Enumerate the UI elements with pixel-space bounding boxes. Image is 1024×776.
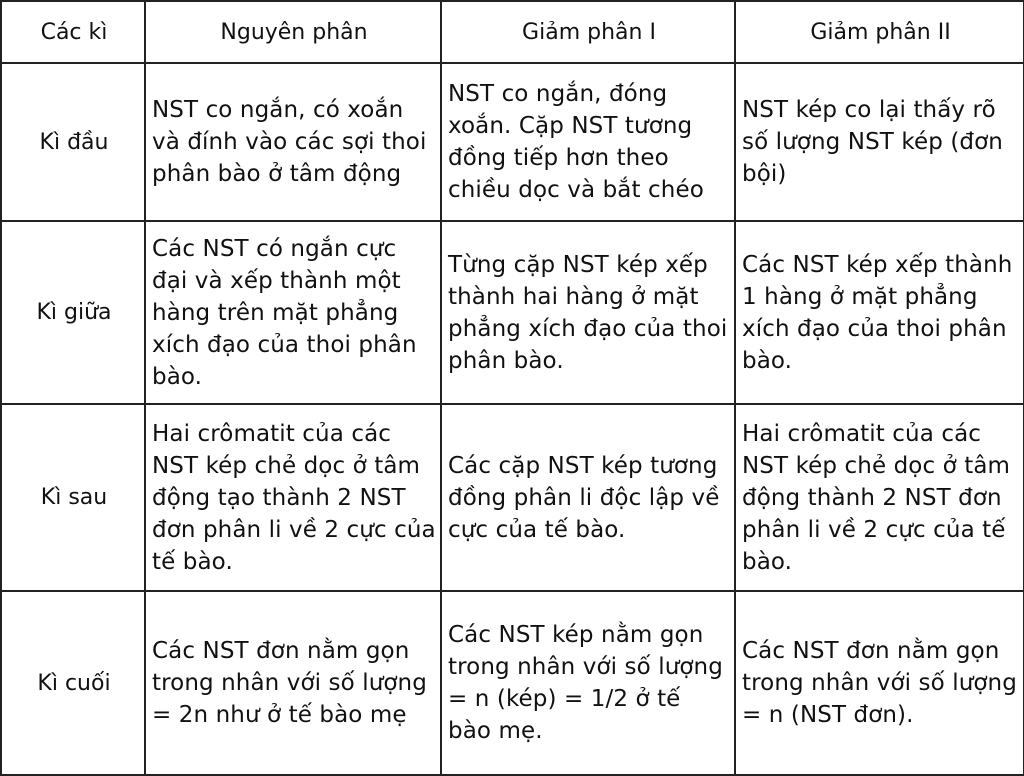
header-row bbox=[1, 1, 1024, 63]
header-meiosis-2: Giảm phân II bbox=[735, 1, 1024, 63]
table-row bbox=[1, 221, 1024, 404]
cell-mitosis: Hai crômatit của các NST kép chẻ dọc ở tâm động tạo thành 2 NST đơn phân li về 2 cực của tế bào. bbox=[145, 404, 441, 591]
table-row bbox=[1, 63, 1024, 221]
phase-label: Kì sau bbox=[1, 404, 145, 591]
cell-meiosis-2: NST kép co lại thấy rõ số lượng NST kép (đơn bội) bbox=[735, 63, 1024, 221]
phase-label: Kì đầu bbox=[1, 63, 145, 221]
cell-meiosis-1: NST co ngắn, đóng xoắn. Cặp NST tương đồng tiếp hơn theo chiều dọc và bắt chéo bbox=[441, 63, 735, 221]
cell-meiosis-1: Từng cặp NST kép xếp thành hai hàng ở mặt phẳng xích đạo của thoi phân bào. bbox=[441, 221, 735, 404]
cell-mitosis: NST co ngắn, có xoắn và đính vào các sợi thoi phân bào ở tâm động bbox=[145, 63, 441, 221]
table-row bbox=[1, 591, 1024, 775]
cell-meiosis-1: Các cặp NST kép tương đồng phân li độc lập về cực của tế bào. bbox=[441, 404, 735, 591]
header-meiosis-1: Giảm phân I bbox=[441, 1, 735, 63]
table-row bbox=[1, 404, 1024, 591]
cell-mitosis: Các NST có ngắn cực đại và xếp thành một hàng trên mặt phẳng xích đạo của thoi phân bào. bbox=[145, 221, 441, 404]
cell-meiosis-2: Hai crômatit của các NST kép chẻ dọc ở tâm động thành 2 NST đơn phân li về 2 cực của tế bào. bbox=[735, 404, 1024, 591]
header-phase: Các kì bbox=[1, 1, 145, 63]
cell-meiosis-1: Các NST kép nằm gọn trong nhân với số lượng = n (kép) = 1/2 ở tế bào mẹ. bbox=[441, 591, 735, 775]
cell-meiosis-2: Các NST kép xếp thành 1 hàng ở mặt phẳng xích đạo của thoi phân bào. bbox=[735, 221, 1024, 404]
phase-label: Kì cuối bbox=[1, 591, 145, 775]
cell-meiosis-2: Các NST đơn nằm gọn trong nhân với số lượng = n (NST đơn). bbox=[735, 591, 1024, 775]
header-mitosis: Nguyên phân bbox=[145, 1, 441, 63]
phase-label: Kì giữa bbox=[1, 221, 145, 404]
cell-mitosis: Các NST đơn nằm gọn trong nhân với số lượng = 2n như ở tế bào mẹ bbox=[145, 591, 441, 775]
